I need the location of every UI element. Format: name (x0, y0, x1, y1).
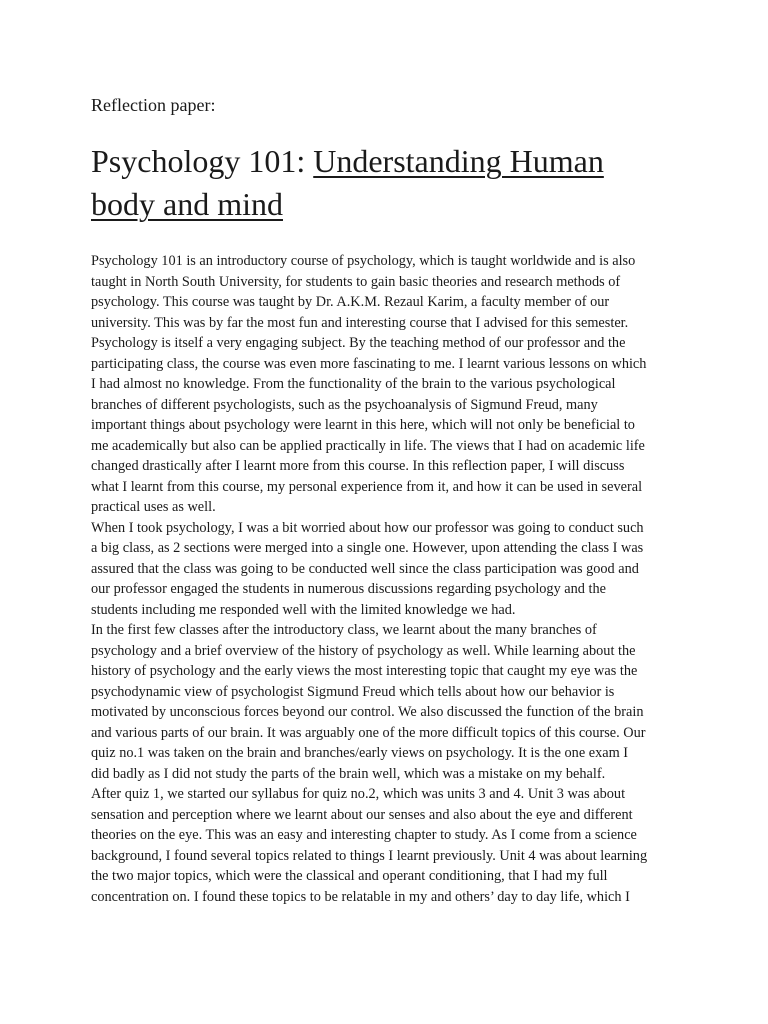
text-line: psychology and a brief overview of the history of psychology as well. While learning about the (91, 642, 636, 659)
text-line: changed drastically after I learnt more from this course. In this reflection paper, I will discuss (91, 458, 625, 474)
text-line: practical uses as well. (91, 499, 216, 515)
text-line: me academically but also can be applied practically in life. The views that I had on academic life (91, 437, 645, 454)
title-underlined-part-1: Understanding Human (313, 143, 604, 179)
document-title (91, 140, 691, 226)
text-line: important things about psychology were learnt in this here, which will not only be beneficial to (91, 417, 635, 433)
paragraph-3 (91, 620, 681, 784)
text-line: Psychology 101 is an introductory course of psychology, which is taught worldwide and is also (91, 253, 636, 269)
text-line: concentration on. I found these topics to be relatable in my and others’ day to day life, which I (91, 888, 630, 905)
title-underlined-part-2: body and mind (91, 186, 283, 222)
text-line: psychodynamic view of psychologist Sigmund Freud which tells about how our behavior is (91, 683, 615, 700)
paragraph-2 (91, 518, 681, 621)
text-line: theories on the eye. This was an easy and interesting chapter to study. As I come from a science (91, 827, 637, 843)
paragraph-1 (91, 251, 681, 518)
text-line: When I took psychology, I was a bit worried about how our professor was going to conduct such (91, 519, 644, 536)
text-line: our professor engaged the students in numerous discussions regarding psychology and the (91, 581, 606, 597)
text-line: background, I found several topics related to things I learnt previously. Unit 4 was about learning (91, 847, 648, 864)
text-line: a big class, as 2 sections were merged into a single one. However, upon attending the class I was (91, 540, 644, 556)
text-line: psychology. This course was taught by Dr. A.K.M. Rezaul Karim, a faculty member of our (91, 294, 610, 310)
document-body (91, 251, 681, 907)
text-line: university. This was by far the most fun and interesting course that I advised for this semester. (91, 314, 629, 331)
document-label: Reflection paper: (91, 95, 216, 115)
text-line: quiz no.1 was taken on the brain and branches/early views on psychology. It is the one exam I (91, 745, 629, 761)
text-line: the two major topics, which were the classical and operant conditioning, that I had my full (91, 868, 608, 884)
text-line: did badly as I did not study the parts of the brain well, which was a mistake on my behalf. (91, 765, 606, 782)
text-line: history of psychology and the early views the most interesting topic that caught my eye was the (91, 663, 638, 679)
text-line: In the first few classes after the introductory class, we learnt about the many branches of (91, 622, 597, 638)
text-line: students including me responded well with the limited knowledge we had. (91, 601, 516, 618)
text-line: branches of different psychologists, such as the psychoanalysis of Sigmund Freud, many (91, 396, 598, 413)
text-line: Psychology is itself a very engaging subject. By the teaching method of our professor and the (91, 335, 626, 351)
text-line: I had almost no knowledge. From the functionality of the brain to the various psychological (91, 376, 616, 392)
text-line: taught in North South University, for students to gain basic theories and research methods of (91, 273, 621, 290)
text-line: assured that the class was going to be conducted well since the class participation was good and (91, 560, 639, 577)
text-line: After quiz 1, we started our syllabus for quiz no.2, which was units 3 and 4. Unit 3 was about (91, 786, 626, 802)
title-prefix: Psychology 101: (91, 143, 314, 179)
text-line: participating class, the course was even more fascinating to me. I learnt various lessons on which (91, 355, 647, 372)
paragraph-4 (91, 784, 681, 907)
text-line: sensation and perception where we learnt about our senses and also about the eye and different (91, 806, 633, 823)
text-line: motivated by unconscious forces beyond our control. We also discussed the function of the brain (91, 704, 644, 720)
text-line: what I learnt from this course, my personal experience from it, and how it can be used in several (91, 478, 643, 495)
text-line: and various parts of our brain. It was arguably one of the more difficult topics of this course. Our (91, 724, 646, 741)
